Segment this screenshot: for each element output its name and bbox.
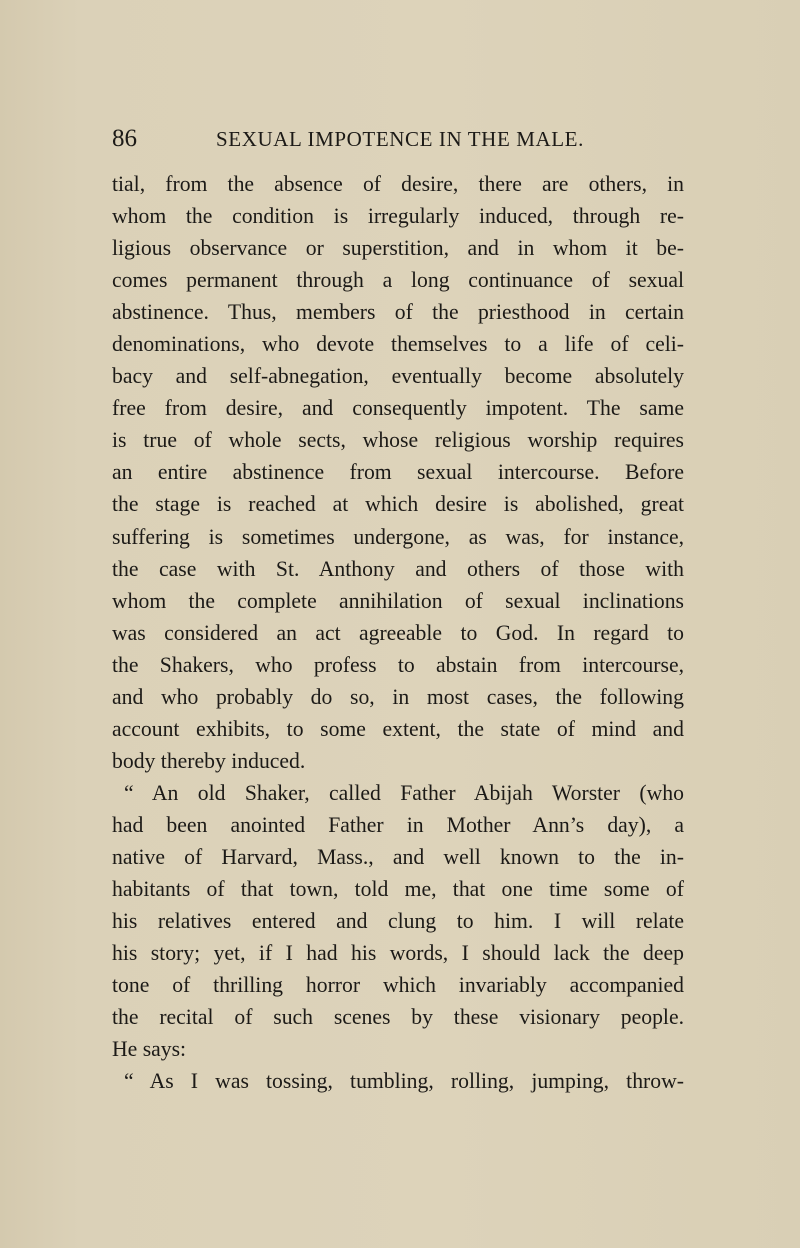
text-line: comes permanent through a long continuance of sexual	[112, 268, 684, 293]
text-line: habitants of that town, told me, that one time some of	[112, 877, 684, 902]
text-line: is true of whole sects, whose religious worship requires	[112, 428, 684, 453]
text-line: native of Harvard, Mass., and well known to the in-	[112, 844, 684, 869]
text-line: an entire abstinence from sexual intercourse. Before	[112, 460, 684, 485]
text-line: whom the condition is irregularly induced, through re-	[112, 204, 684, 229]
text-line: his relatives entered and clung to him. I will relate	[112, 909, 684, 934]
text-line: and who probably do so, in most cases, the following	[112, 684, 684, 709]
text-line: the recital of such scenes by these visionary people.	[112, 1005, 684, 1030]
text-line: the Shakers, who profess to abstain from intercourse,	[112, 652, 684, 677]
page-header	[112, 122, 712, 156]
text-line: account exhibits, to some extent, the state of mind and	[112, 716, 684, 741]
text-line: tone of thrilling horror which invariably accompanied	[112, 973, 684, 998]
text-line: bacy and self-abnegation, eventually become absolutely	[112, 364, 684, 389]
text-line: denominations, who devote themselves to a life of celi-	[112, 332, 684, 357]
text-line: the stage is reached at which desire is abolished, great	[112, 492, 684, 517]
text-line: body thereby induced.	[112, 748, 306, 773]
text-line: whom the complete annihilation of sexual inclinations	[112, 588, 684, 613]
text-line: “ As I was tossing, tumbling, rolling, jumping, throw-	[124, 1069, 684, 1094]
text-line: suffering is sometimes undergone, as was, for instance,	[112, 524, 684, 549]
text-line: He says:	[112, 1037, 187, 1062]
text-line: “ An old Shaker, called Father Abijah Worster (who	[124, 780, 684, 805]
text-line: ligious observance or superstition, and in whom it be-	[112, 236, 684, 261]
text-line: had been anointed Father in Mother Ann’s day), a	[112, 812, 684, 837]
text-line: his story; yet, if I had his words, I should lack the deep	[112, 941, 684, 966]
body-text	[112, 168, 684, 1097]
running-head: SEXUAL IMPOTENCE IN THE MALE.	[216, 127, 584, 151]
text-line: tial, from the absence of desire, there are others, in	[112, 172, 684, 196]
text-line: the case with St. Anthony and others of those with	[112, 556, 684, 581]
text-line: was considered an act agreeable to God. In regard to	[112, 620, 684, 645]
text-line: free from desire, and consequently impotent. The same	[112, 396, 684, 421]
text-line: abstinence. Thus, members of the priesthood in certain	[112, 300, 684, 325]
page-number: 86	[112, 125, 137, 152]
